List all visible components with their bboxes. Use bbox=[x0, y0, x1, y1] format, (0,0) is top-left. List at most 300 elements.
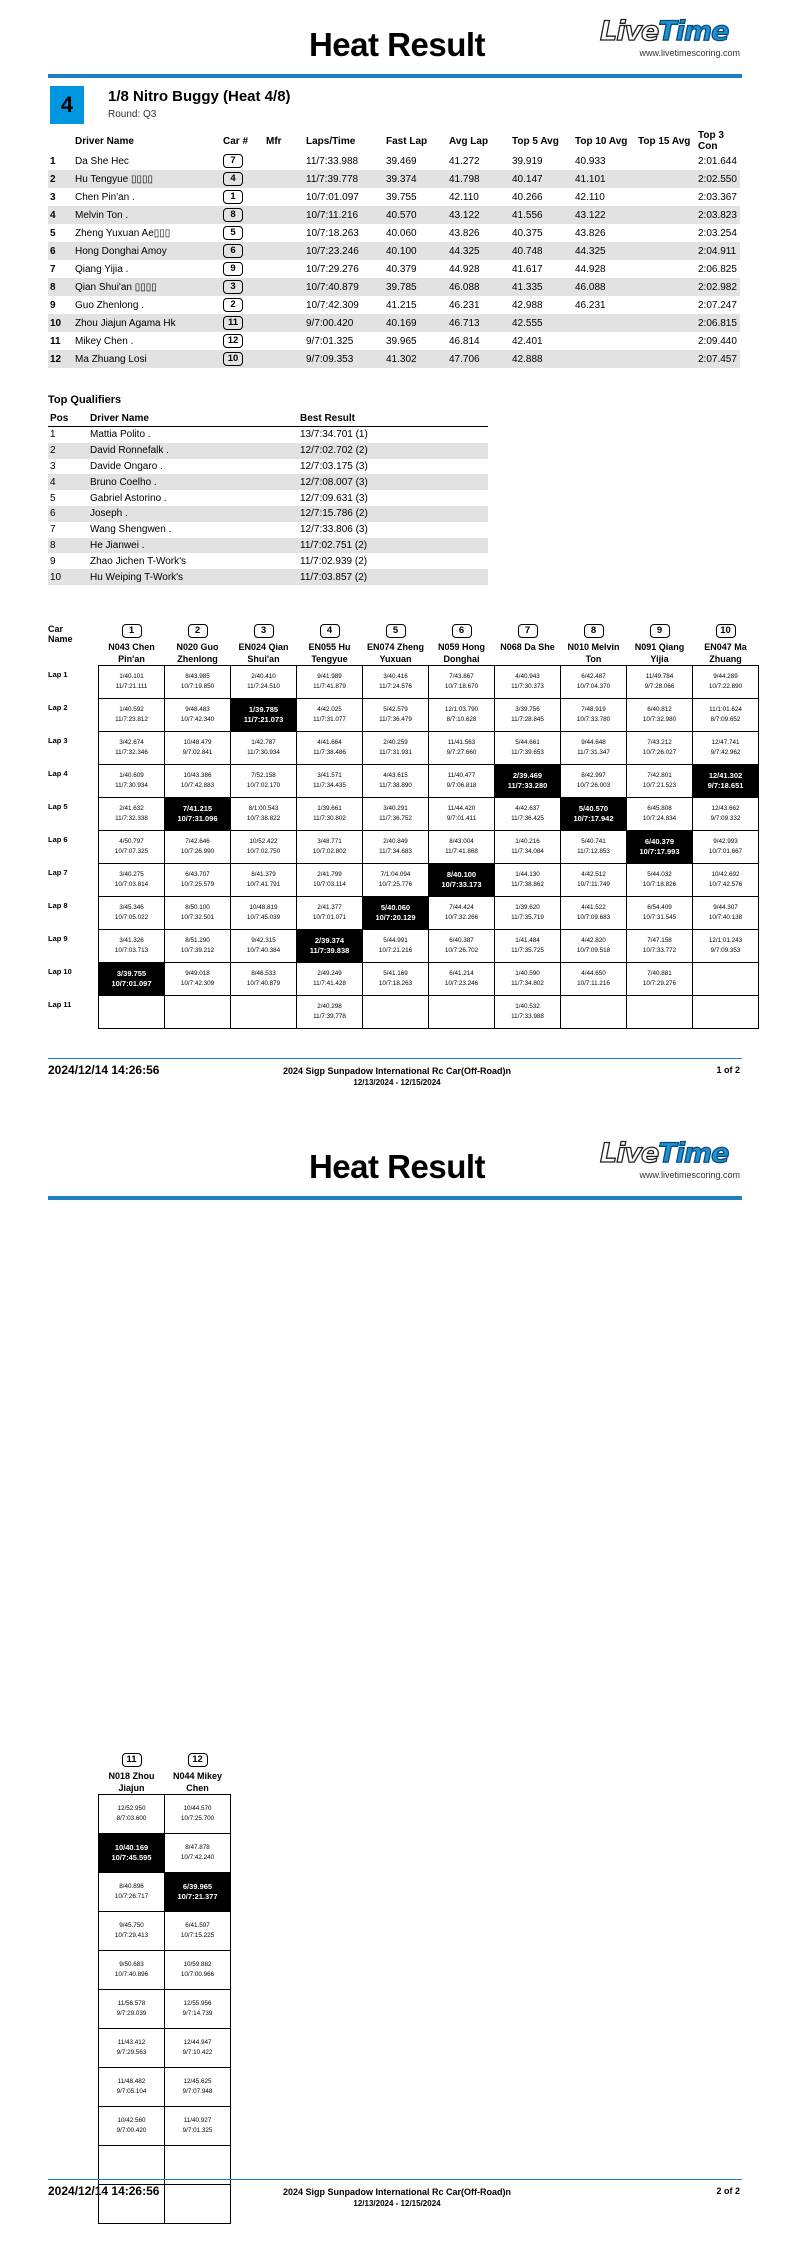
col-driver-name: Driver Name bbox=[75, 135, 134, 147]
lap-label: Lap 11 bbox=[48, 999, 72, 1009]
lap-cell bbox=[627, 798, 693, 831]
lap-cell bbox=[99, 864, 165, 897]
lap-total-time: 9/7:29.563 bbox=[116, 2049, 147, 2056]
header-divider bbox=[48, 1196, 742, 1200]
lap-pos-time: 8/43.985 bbox=[185, 673, 210, 680]
lap-pos-time: 11/56.578 bbox=[117, 2000, 146, 2007]
lap-total-time: 11/7:21.073 bbox=[243, 715, 284, 724]
lap-row bbox=[48, 2029, 231, 2068]
lap-cell bbox=[165, 765, 231, 798]
qualifier-driver-name: Gabriel Astorino . bbox=[90, 492, 167, 504]
lap-total-time: 9/7:09.332 bbox=[710, 815, 741, 822]
lap-total-time: 10/7:26.003 bbox=[576, 782, 611, 789]
lap-pos-time: 8/42.997 bbox=[581, 772, 606, 779]
result-driver-name: Melvin Ton . bbox=[73, 206, 221, 224]
result-top10: 43.122 bbox=[573, 206, 636, 224]
lap-pos-time: 5/40.060 bbox=[380, 903, 411, 912]
lap-cell bbox=[99, 1951, 165, 1990]
car-number-badge: 12 bbox=[223, 334, 243, 348]
lap-cell bbox=[561, 897, 627, 930]
lap-pos-time: 7/42.646 bbox=[185, 838, 210, 845]
car-number-badge: 7 bbox=[518, 624, 538, 638]
result-top3con: 2:02.550 bbox=[696, 170, 740, 188]
event-name: 1/8 Nitro Buggy (Heat 4/8) bbox=[108, 88, 291, 105]
result-top15 bbox=[636, 224, 696, 242]
lap-total-time: 10/7:03.814 bbox=[114, 881, 149, 888]
result-avg: 41.798 bbox=[447, 170, 510, 188]
car-number-badge: 1 bbox=[122, 624, 142, 638]
lap-cell bbox=[165, 699, 231, 732]
lap-pos-time: 1/40.590 bbox=[515, 970, 540, 977]
result-top5: 41.335 bbox=[510, 278, 573, 296]
car-number-badge: 8 bbox=[223, 208, 243, 222]
result-laps: 10/7:42.309 bbox=[306, 299, 359, 311]
lap-pos-time: 9/50.683 bbox=[119, 1961, 144, 1968]
qualifier-pos: 4 bbox=[48, 474, 88, 490]
lap-label bbox=[48, 2107, 99, 2146]
lap-total-time: 11/7:30.934 bbox=[247, 749, 280, 756]
result-mfr bbox=[264, 332, 304, 350]
result-mfr bbox=[264, 296, 304, 314]
lap-total-time: 10/7:18.263 bbox=[378, 980, 413, 987]
result-row bbox=[48, 224, 740, 242]
driver-short-name: N043 Chen Pin'an bbox=[108, 642, 155, 664]
header-divider bbox=[48, 74, 742, 78]
lap-pos-time: 12/47.741 bbox=[711, 739, 740, 746]
lap-cell bbox=[693, 864, 759, 897]
livetime-logo-mark: LiveTime bbox=[600, 16, 729, 47]
lap-cell bbox=[363, 996, 429, 1029]
result-top5: 41.617 bbox=[512, 263, 543, 275]
lap-row bbox=[48, 798, 759, 831]
lap-cell bbox=[561, 798, 627, 831]
result-car-cell bbox=[221, 296, 264, 314]
qualifier-best-result: 12/7:08.007 (3) bbox=[298, 474, 488, 490]
result-fast: 39.965 bbox=[386, 335, 417, 347]
lap-cell bbox=[165, 798, 231, 831]
lap-pos-time: 4/41.522 bbox=[581, 904, 606, 911]
lap-chart-header-row bbox=[48, 1753, 231, 1795]
result-fast: 40.570 bbox=[384, 206, 447, 224]
lap-total-time: 9/7:07.948 bbox=[182, 2088, 213, 2095]
lap-cell bbox=[165, 2068, 231, 2107]
lap-cell bbox=[231, 699, 297, 732]
lap-pos-time: 4/50.797 bbox=[119, 838, 144, 845]
qualifier-row bbox=[48, 569, 488, 585]
driver-short-name: EN055 Hu Tengyue bbox=[308, 642, 351, 664]
result-top15 bbox=[636, 242, 696, 260]
lap-row bbox=[48, 1795, 231, 1834]
qualifier-row bbox=[48, 553, 488, 569]
lap-total-time: 10/7:25.700 bbox=[180, 1815, 215, 1822]
lap-total-time: 8/7:10.628 bbox=[446, 716, 477, 723]
qualifier-driver-name: Bruno Coelho . bbox=[88, 474, 298, 490]
lap-total-time: 9/7:06.818 bbox=[446, 782, 477, 789]
lap-cell bbox=[693, 699, 759, 732]
result-row bbox=[48, 296, 740, 314]
lap-total-time: 10/7:03.114 bbox=[313, 881, 346, 888]
top-qualifiers-body bbox=[48, 427, 488, 585]
lap-row bbox=[48, 1951, 231, 1990]
lap-pos-time: 5/40.741 bbox=[581, 838, 606, 845]
result-avg: 43.826 bbox=[449, 227, 480, 239]
lap-cell bbox=[627, 897, 693, 930]
lap-total-time: 11/7:24.510 bbox=[247, 683, 280, 690]
lap-label: Lap 8 bbox=[48, 900, 68, 910]
qualifier-pos: 2 bbox=[48, 443, 88, 459]
lap-pos-time: 8/50.100 bbox=[185, 904, 210, 911]
qualifier-row bbox=[48, 490, 488, 506]
result-avg: 47.706 bbox=[447, 350, 510, 368]
car-number-badge: 2 bbox=[223, 298, 243, 312]
name-label: Name bbox=[48, 634, 73, 644]
lap-total-time: 10/7:22.890 bbox=[708, 683, 743, 690]
lap-pos-time: 2/39.469 bbox=[512, 771, 543, 780]
col-top5-avg: Top 5 Avg bbox=[512, 135, 559, 147]
results-body bbox=[48, 152, 740, 368]
qualifier-driver-name: Zhao Jichen T-Work's bbox=[90, 555, 187, 567]
lap-cell bbox=[165, 1951, 231, 1990]
lap-pos-time: 1/40.532 bbox=[515, 1003, 540, 1010]
lap-pos-time: 12/1:01.243 bbox=[708, 937, 743, 944]
result-row bbox=[48, 242, 740, 260]
lap-total-time: 10/7:38.822 bbox=[246, 815, 281, 822]
lap-total-time: 11/7:31.931 bbox=[379, 749, 412, 756]
lap-total-time: 11/7:36.425 bbox=[511, 815, 544, 822]
lap-pos-time: 12/44.947 bbox=[183, 2039, 212, 2046]
car-number-badge: 5 bbox=[386, 624, 406, 638]
lap-cell bbox=[429, 732, 495, 765]
lap-pos-time: 1/40.592 bbox=[119, 706, 144, 713]
result-car-cell bbox=[221, 188, 264, 206]
lap-pos-time: 3/40.291 bbox=[383, 805, 408, 812]
result-avg: 46.231 bbox=[449, 299, 480, 311]
lap-pos-time: 10/44.570 bbox=[183, 1805, 212, 1812]
lap-cell bbox=[495, 666, 561, 699]
lap-cell bbox=[429, 864, 495, 897]
lap-pos-time: 11/1:01.624 bbox=[709, 706, 742, 713]
result-top3con: 2:04.911 bbox=[696, 242, 740, 260]
lap-total-time: 11/7:41.428 bbox=[313, 980, 346, 987]
result-top3con: 2:02.982 bbox=[696, 278, 740, 296]
page-title: Heat Result bbox=[308, 1148, 486, 1185]
car-label: Car bbox=[48, 624, 64, 634]
result-top5: 40.147 bbox=[510, 170, 573, 188]
driver-short-name: N020 Guo Zhenlong bbox=[176, 642, 219, 664]
lap-total-time: 10/7:17.942 bbox=[573, 814, 614, 823]
result-car-cell bbox=[221, 170, 264, 188]
result-driver-name: Hong Donghai Amoy bbox=[73, 242, 221, 260]
result-pos: 3 bbox=[50, 191, 56, 203]
result-laps: 10/7:40.879 bbox=[304, 278, 384, 296]
lap-pos-time: 3/41.571 bbox=[317, 772, 342, 779]
result-avg: 46.814 bbox=[449, 335, 480, 347]
lap-cell bbox=[363, 798, 429, 831]
lap-total-time: 10/7:45.595 bbox=[111, 1853, 152, 1862]
lap-total-time: 10/7:02.802 bbox=[312, 848, 347, 855]
qualifier-best-result: 11/7:02.939 (2) bbox=[300, 555, 368, 567]
lap-cell bbox=[561, 699, 627, 732]
lap-chart-page2 bbox=[48, 1753, 231, 2224]
logo-url: www.livetimescoring.com bbox=[639, 1170, 740, 1180]
lap-total-time: 10/7:20.129 bbox=[375, 913, 416, 922]
lap-cell bbox=[99, 2029, 165, 2068]
lap-pos-time: 3/39.755 bbox=[116, 969, 147, 978]
result-driver-name: Qian Shui'an ▯▯▯▯ bbox=[73, 278, 221, 296]
lap-pos-time: 6/45.808 bbox=[647, 805, 672, 812]
top-qualifiers-title: Top Qualifiers bbox=[48, 394, 122, 406]
lap-total-time: 11/7:23.812 bbox=[115, 716, 148, 723]
qualifier-row bbox=[48, 427, 488, 443]
lap-total-time: 11/7:38.890 bbox=[379, 782, 412, 789]
lap-pos-time: 3/45.346 bbox=[119, 904, 144, 911]
col-car-number: Car # bbox=[223, 135, 249, 147]
driver-column-header bbox=[693, 624, 759, 666]
results-header-row bbox=[48, 130, 740, 152]
lap-pos-time: 4/42.637 bbox=[515, 805, 540, 812]
lap-label: Lap 9 bbox=[48, 933, 68, 943]
qualifier-pos: 9 bbox=[50, 555, 56, 567]
lap-pos-time: 8/47.878 bbox=[185, 1844, 210, 1851]
driver-short-name: N018 Zhou Jiajun bbox=[108, 1771, 155, 1793]
col-top10-avg: Top 10 Avg bbox=[575, 135, 628, 147]
lap-cell bbox=[297, 765, 363, 798]
lap-pos-time: 11/49.784 bbox=[645, 673, 674, 680]
result-top5: 42.401 bbox=[512, 335, 543, 347]
lap-total-time: 11/7:39.653 bbox=[511, 749, 544, 756]
lap-total-time: 10/7:02.170 bbox=[246, 782, 281, 789]
lap-pos-time: 12/41.302 bbox=[708, 771, 743, 780]
qualifier-pos: 3 bbox=[50, 460, 56, 472]
lap-cell bbox=[231, 864, 297, 897]
result-top3con: 2:01.644 bbox=[698, 155, 737, 167]
result-driver-name: Ma Zhuang Losi bbox=[73, 350, 221, 368]
lap-cell bbox=[693, 798, 759, 831]
lap-row bbox=[48, 831, 759, 864]
lap-row bbox=[48, 1873, 231, 1912]
lap-total-time: 10/7:25.579 bbox=[180, 881, 215, 888]
lap-pos-time: 10/48.819 bbox=[249, 904, 278, 911]
lap-total-time: 10/7:45.039 bbox=[246, 914, 281, 921]
result-top10: 43.826 bbox=[575, 227, 606, 239]
lap-total-time: 11/7:31.347 bbox=[577, 749, 610, 756]
lap-cell bbox=[231, 996, 297, 1029]
result-top10 bbox=[573, 314, 636, 332]
lap-pos-time: 9/44.289 bbox=[713, 673, 738, 680]
result-pos: 2 bbox=[48, 170, 73, 188]
lap-pos-time: 8/41.379 bbox=[251, 871, 276, 878]
lap-total-time: 9/7:27.660 bbox=[446, 749, 477, 756]
driver-column-header bbox=[363, 624, 429, 666]
lap-cell bbox=[561, 930, 627, 963]
lap-total-time: 11/7:38.486 bbox=[313, 749, 346, 756]
lap-row bbox=[48, 1990, 231, 2029]
lap-total-time: 9/7:01.325 bbox=[182, 2127, 213, 2134]
result-car-cell bbox=[221, 314, 264, 332]
lap-row bbox=[48, 864, 759, 897]
result-top15 bbox=[636, 152, 696, 170]
result-top10: 42.110 bbox=[575, 191, 605, 203]
result-driver-name: Zheng Yuxuan Ae▯▯▯ bbox=[75, 227, 171, 239]
lap-total-time: 9/7:09.353 bbox=[710, 947, 741, 954]
result-avg: 44.928 bbox=[449, 263, 480, 275]
car-number-badge: 9 bbox=[650, 624, 670, 638]
lap-cell bbox=[693, 666, 759, 699]
lap-cell bbox=[165, 1834, 231, 1873]
lap-label: Lap 6 bbox=[48, 834, 68, 844]
lap-pos-time: 2/40.849 bbox=[383, 838, 408, 845]
lap-cell bbox=[495, 732, 561, 765]
lap-total-time: 10/7:31.096 bbox=[177, 814, 218, 823]
lap-cell bbox=[693, 963, 759, 996]
lap-total-time: 11/7:28.845 bbox=[511, 716, 544, 723]
result-top15 bbox=[636, 188, 696, 206]
result-pos: 10 bbox=[48, 314, 73, 332]
result-pos: 1 bbox=[50, 155, 56, 167]
lap-cell bbox=[627, 765, 693, 798]
qualifier-pos: 7 bbox=[50, 524, 56, 536]
lap-pos-time: 6/40.379 bbox=[644, 837, 675, 846]
lap-cell bbox=[429, 897, 495, 930]
lap-cell bbox=[297, 963, 363, 996]
lap-label bbox=[48, 1912, 99, 1951]
lap-cell bbox=[165, 732, 231, 765]
lap-cell bbox=[297, 699, 363, 732]
tq-col-driver-name: Driver Name bbox=[88, 410, 298, 427]
lap-pos-time: 3/42.674 bbox=[119, 739, 144, 746]
lap-pos-time: 1/39.785 bbox=[248, 705, 279, 714]
lap-cell bbox=[165, 1990, 231, 2029]
results-table bbox=[48, 130, 740, 368]
lap-cell bbox=[99, 1795, 165, 1834]
result-fast: 41.215 bbox=[386, 299, 417, 311]
lap-cell bbox=[231, 765, 297, 798]
driver-short-name: N059 Hong Donghai bbox=[437, 642, 485, 664]
lap-pos-time: 2/40.298 bbox=[317, 1003, 342, 1010]
result-mfr bbox=[264, 224, 304, 242]
lap-pos-time: 10/42.692 bbox=[711, 871, 740, 878]
qualifier-row bbox=[48, 474, 488, 490]
result-top10: 46.231 bbox=[575, 299, 606, 311]
result-driver-name: Qiang Yijia . bbox=[75, 263, 129, 275]
lap-pos-time: 1/40.216 bbox=[515, 838, 540, 845]
col-mfr: Mfr bbox=[266, 135, 282, 147]
result-driver-name: Hu Tengyue ▯▯▯▯ bbox=[73, 170, 221, 188]
qualifier-driver-name: Mattia Polito . bbox=[90, 429, 151, 441]
footer-dates: 12/13/2024 - 12/15/2024 bbox=[353, 2199, 441, 2208]
result-top5: 41.556 bbox=[510, 206, 573, 224]
result-top5: 40.375 bbox=[512, 227, 543, 239]
lap-total-time: 11/7:35.725 bbox=[511, 947, 544, 954]
lap-pos-time: 11/48.482 bbox=[117, 2078, 146, 2085]
result-laps: 10/7:29.276 bbox=[306, 263, 359, 275]
lap-label: Lap 1 bbox=[48, 669, 68, 679]
lap-cell bbox=[429, 699, 495, 732]
car-number-badge: 3 bbox=[223, 280, 243, 294]
lap-cell bbox=[165, 2107, 231, 2146]
lap-cell bbox=[363, 666, 429, 699]
lap-label bbox=[48, 2029, 99, 2068]
lap-total-time: 9/7:18.651 bbox=[707, 781, 744, 790]
driver-column-header bbox=[297, 624, 363, 666]
result-fast: 39.469 bbox=[386, 155, 417, 167]
lap-pos-time: 10/40.169 bbox=[114, 1843, 149, 1852]
result-pos: 11 bbox=[50, 335, 61, 347]
result-laps: 10/7:11.216 bbox=[304, 206, 384, 224]
lap-cell bbox=[363, 963, 429, 996]
lap-label bbox=[48, 1834, 99, 1873]
result-top5: 40.748 bbox=[510, 242, 573, 260]
lap-label: Lap 2 bbox=[48, 702, 68, 712]
lap-total-time: 9/7:28.066 bbox=[644, 683, 675, 690]
lap-cell bbox=[627, 930, 693, 963]
result-mfr bbox=[264, 188, 304, 206]
result-fast: 40.169 bbox=[384, 314, 447, 332]
lap-cell bbox=[99, 1834, 165, 1873]
result-top10: 41.101 bbox=[573, 170, 636, 188]
lap-cell bbox=[693, 732, 759, 765]
logo-url: www.livetimescoring.com bbox=[639, 48, 740, 58]
driver-short-name: N044 Mikey Chen bbox=[172, 1771, 223, 1793]
lap-cell bbox=[495, 798, 561, 831]
result-row bbox=[48, 332, 740, 350]
lap-total-time: 9/7:42.962 bbox=[710, 749, 741, 756]
lap-cell bbox=[231, 930, 297, 963]
lap-pos-time: 6/40.812 bbox=[647, 706, 672, 713]
page-title: Heat Result bbox=[308, 26, 486, 63]
qualifier-pos: 5 bbox=[50, 492, 56, 504]
car-number-badge: 4 bbox=[223, 172, 243, 186]
lap-pos-time: 8/43.004 bbox=[449, 838, 474, 845]
lap-pos-time: 10/52.422 bbox=[249, 838, 278, 845]
lap-pos-time: 2/40.410 bbox=[251, 673, 276, 680]
qualifier-pos: 8 bbox=[48, 538, 88, 554]
result-top3con: 2:06.825 bbox=[698, 263, 737, 275]
result-avg: 46.088 bbox=[447, 278, 510, 296]
lap-total-time: 9/7:29.039 bbox=[116, 2010, 147, 2017]
result-top15 bbox=[636, 350, 696, 368]
lap-cell bbox=[99, 1990, 165, 2029]
result-pos: 6 bbox=[48, 242, 73, 260]
lap-cell bbox=[297, 864, 363, 897]
lap-total-time: 10/7:39.212 bbox=[180, 947, 215, 954]
qualifier-best-result: 12/7:03.175 (3) bbox=[300, 460, 368, 472]
result-avg: 46.713 bbox=[447, 314, 510, 332]
result-row bbox=[48, 206, 740, 224]
qualifier-best-result: 12/7:33.806 (3) bbox=[300, 524, 368, 536]
result-top5: 42.888 bbox=[510, 350, 573, 368]
car-name-label bbox=[48, 624, 99, 666]
result-row bbox=[48, 170, 740, 188]
lap-total-time: 9/7:02.841 bbox=[182, 749, 213, 756]
lap-total-time: 10/7:11.749 bbox=[577, 881, 610, 888]
lap-pos-time: 6/41.597 bbox=[185, 1922, 210, 1929]
lap-total-time: 10/7:42.240 bbox=[180, 1854, 215, 1861]
result-top3con: 2:03.367 bbox=[698, 191, 737, 203]
lap-cell bbox=[495, 930, 561, 963]
result-car-cell bbox=[221, 350, 264, 368]
lap-total-time: 10/7:24.834 bbox=[642, 815, 677, 822]
lap-pos-time: 3/40.275 bbox=[119, 871, 144, 878]
lap-total-time: 10/7:42.883 bbox=[180, 782, 215, 789]
lap-total-time: 10/7:32.980 bbox=[642, 716, 677, 723]
qualifier-driver-name: He Jianwei . bbox=[88, 538, 298, 554]
lap-cell bbox=[165, 864, 231, 897]
lap-cell bbox=[363, 831, 429, 864]
qualifier-best-result: 12/7:02.702 (2) bbox=[298, 443, 488, 459]
lap-cell bbox=[693, 897, 759, 930]
qualifier-driver-name: Wang Shengwen . bbox=[90, 524, 172, 536]
